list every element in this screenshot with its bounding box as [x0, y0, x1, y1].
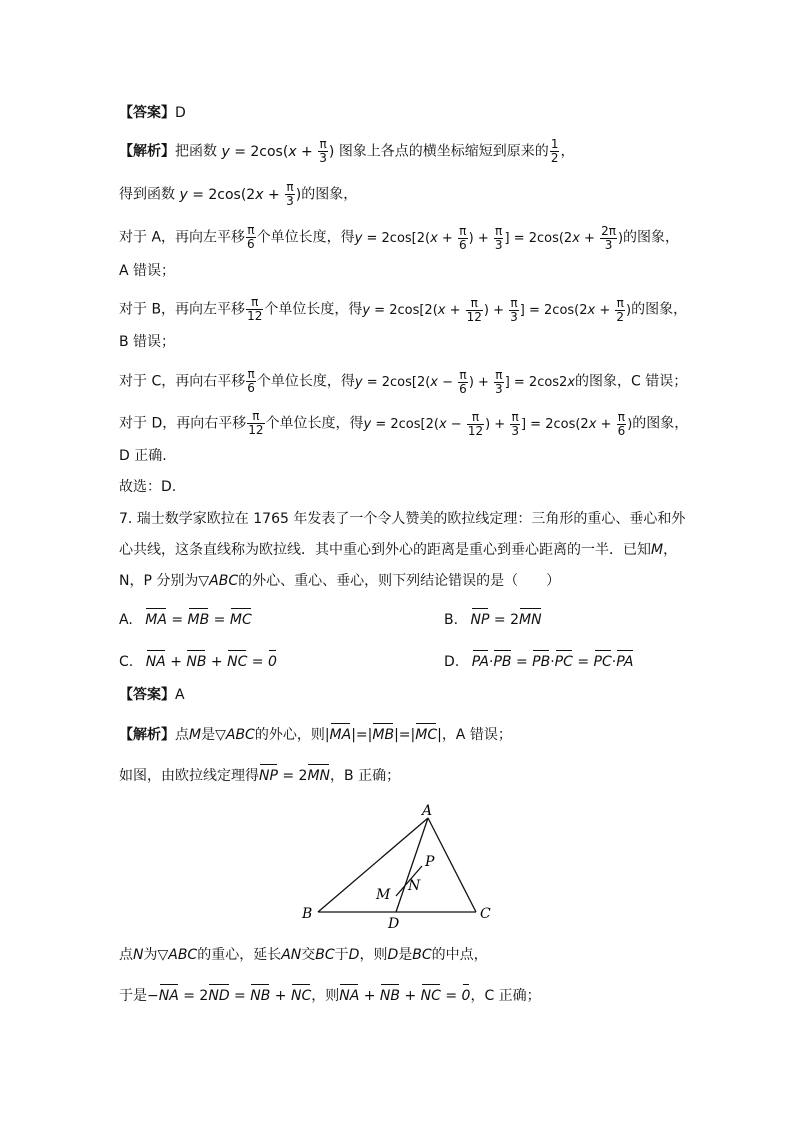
- math-formula: NA + NB + NC = 0: [146, 654, 277, 670]
- text: 的图象，: [301, 186, 358, 203]
- triangle-lines: [318, 818, 476, 912]
- label-a: A: [422, 803, 433, 819]
- q7-option-d: [444, 649, 634, 671]
- text: ，A 错误；: [441, 727, 512, 743]
- label-m: M: [376, 887, 391, 903]
- math-formula: PA·PB = PB·PC = PC·PA: [472, 654, 634, 670]
- text: 对于 B，再向左平移: [119, 301, 246, 318]
- math-triangle: ▽ABC: [157, 947, 198, 963]
- option-label: A.: [119, 612, 133, 628]
- text: 点: [175, 727, 189, 743]
- analysis-tag: 【解析】: [119, 143, 175, 160]
- q6-option-b-verdict: [119, 333, 689, 351]
- math-formula: NP = 2MN: [471, 612, 542, 628]
- math-formula: y = 2cos[2(x − $\frac{\pi}{12}$ ) + $\frac{\pi}{3}$ ] = 2cos(2x + $\frac{\pi}{6}$ ): [363, 409, 633, 438]
- text: 于是: [119, 988, 147, 1004]
- text: N，P 分别为: [119, 573, 199, 589]
- math-var: D: [348, 947, 360, 963]
- math-formula: y = 2cos[2(x + $\frac{\pi}{12}$ ) + $\frac{\pi}{3}$ ] = 2cos(2x + $\frac{\pi}{2}$ ): [362, 295, 632, 324]
- math-var: N: [133, 947, 144, 963]
- q7-analysis-line-4: [119, 983, 689, 1005]
- q7-option-b: [444, 607, 542, 629]
- q6-analysis-line-1: [119, 138, 689, 165]
- label-b: B: [302, 906, 313, 922]
- text: 交: [301, 947, 316, 963]
- text: ，: [560, 143, 575, 160]
- math-var: D: [387, 947, 399, 963]
- math-var: M: [651, 542, 664, 558]
- q6-option-a-verdict: [119, 262, 689, 280]
- q7-analysis-line-2: [119, 763, 689, 785]
- text: 得到函数: [119, 186, 175, 203]
- q6-option-b-analysis: [119, 296, 689, 324]
- text: D 正确.: [119, 448, 167, 464]
- text: 对于 D，再向右平移: [119, 415, 247, 432]
- label-c: C: [480, 906, 491, 922]
- text: 7. 瑞士数学家欧拉在 1765 年发表了一个令人赞美的欧拉线定理：三角形的重心、垂心和外: [119, 511, 686, 527]
- text: 的外心、重心、垂心，则下列结论错误的是（ ）: [238, 573, 561, 589]
- text: 的图象，: [631, 301, 688, 318]
- q7-stem-line-1: [119, 510, 689, 528]
- q7-analysis-line-3: [119, 946, 689, 964]
- text: 如图，由欧拉线定理得: [119, 768, 259, 784]
- label-d: D: [388, 916, 400, 932]
- text: 的外心，则: [254, 727, 325, 743]
- median-ad: [396, 818, 428, 912]
- text: 个单位长度，得: [256, 229, 355, 246]
- text: 是: [201, 727, 216, 743]
- q6-choose: [119, 478, 689, 496]
- q7-stem-line-2: [119, 541, 689, 559]
- label-p: P: [425, 854, 435, 870]
- text: 的重心，延长: [197, 947, 282, 963]
- math-var: AN: [281, 947, 302, 963]
- analysis-tag: 【解析】: [119, 727, 175, 743]
- text: 的中点，: [431, 947, 488, 963]
- text: 图象上各点的横坐标缩短到原来的: [338, 143, 549, 160]
- text: 个单位长度，得: [265, 415, 364, 432]
- q6-answer-line: [119, 104, 689, 122]
- math-var: M: [189, 727, 202, 743]
- math-fraction: $\frac{\pi}{6}$: [247, 367, 255, 395]
- math-formula: y = 2cos(x + $\frac{\pi}{3}$ ): [221, 137, 335, 165]
- text: 是: [398, 947, 413, 963]
- side-ac: [428, 818, 476, 912]
- option-label: C.: [119, 654, 134, 670]
- math-triangle: ▽ABC: [198, 573, 239, 589]
- text: ，B 正确；: [330, 768, 401, 784]
- text: 心共线，这条直线称为欧拉线．其中重心到外心的距离是重心到垂心距离的一半．已知: [119, 542, 651, 558]
- q7-answer-line: [119, 686, 689, 704]
- math-var: BC: [412, 947, 432, 963]
- text: ，则: [359, 947, 388, 963]
- math-var: BC: [315, 947, 335, 963]
- text: 的图象，C 错误；: [575, 373, 688, 390]
- text: 的图象，: [632, 415, 689, 432]
- q7-option-a: [119, 607, 252, 629]
- text: A 错误；: [119, 263, 176, 279]
- text: ，C 正确；: [470, 988, 541, 1004]
- text: 个单位长度，得: [264, 301, 363, 318]
- text: 把函数: [175, 143, 217, 160]
- euler-line: [396, 866, 422, 896]
- math-formula: NP = 2MN: [259, 768, 330, 784]
- answer-tag: 【答案】: [119, 687, 175, 703]
- math-triangle: ▽ABC: [215, 727, 255, 743]
- side-ab: [318, 818, 428, 912]
- q7-analysis-line-1: [119, 722, 689, 744]
- math-formula: |MA|=|MB|=|MC|: [325, 727, 442, 743]
- answer-value: D: [175, 105, 186, 121]
- text: 对于 A，再向左平移: [119, 229, 246, 246]
- text: 为: [143, 947, 158, 963]
- option-label: D.: [444, 654, 460, 670]
- q7-stem-line-3: [119, 572, 689, 590]
- q6-option-d-analysis: [119, 410, 689, 438]
- q6-analysis-line-2: [119, 181, 689, 208]
- option-label: B.: [444, 612, 459, 628]
- q6-option-d-verdict: [119, 447, 689, 465]
- q7-option-c: [119, 649, 277, 671]
- text: ，: [663, 542, 678, 558]
- text: 点: [119, 947, 133, 963]
- math-formula: MA = MB = MC: [145, 612, 251, 628]
- answer-tag: 【答案】: [119, 105, 175, 121]
- text: 的图象，: [623, 229, 680, 246]
- math-formula: −NA = 2ND = NB + NC: [147, 988, 311, 1004]
- math-formula: y = 2cos[2(x + $\frac{\pi}{6}$ ) + $\frac{\pi}{3}$ ] = 2cos(2x + $\frac{2\pi}{3}$ ): [354, 223, 624, 252]
- text: ，则: [311, 988, 340, 1004]
- text: 个单位长度，得: [256, 373, 355, 390]
- math-fraction: $\frac{\pi}{6}$: [247, 223, 255, 251]
- math-formula: y = 2cos[2(x − $\frac{\pi}{6}$ ) + $\frac{\pi}{3}$ ] = 2cos2x: [354, 367, 576, 396]
- answer-value: A: [175, 687, 185, 703]
- q6-option-c-analysis: [119, 368, 689, 396]
- math-fraction: $\frac{\pi}{12}$: [247, 295, 263, 323]
- q6-option-a-analysis: [119, 224, 689, 252]
- math-fraction: $\frac{\pi}{12}$: [248, 409, 264, 437]
- text: 故选：D.: [119, 479, 177, 495]
- label-n: N: [408, 878, 421, 894]
- text: 对于 C，再向右平移: [119, 373, 246, 390]
- math-fraction: $\frac{1}{2}$: [550, 137, 559, 165]
- text: 于: [334, 947, 349, 963]
- math-formula: y = 2cos(2x + $\frac{\pi}{3}$ ): [179, 180, 302, 208]
- text: B 错误；: [119, 334, 176, 350]
- math-formula: NA + NB + NC = 0: [339, 988, 470, 1004]
